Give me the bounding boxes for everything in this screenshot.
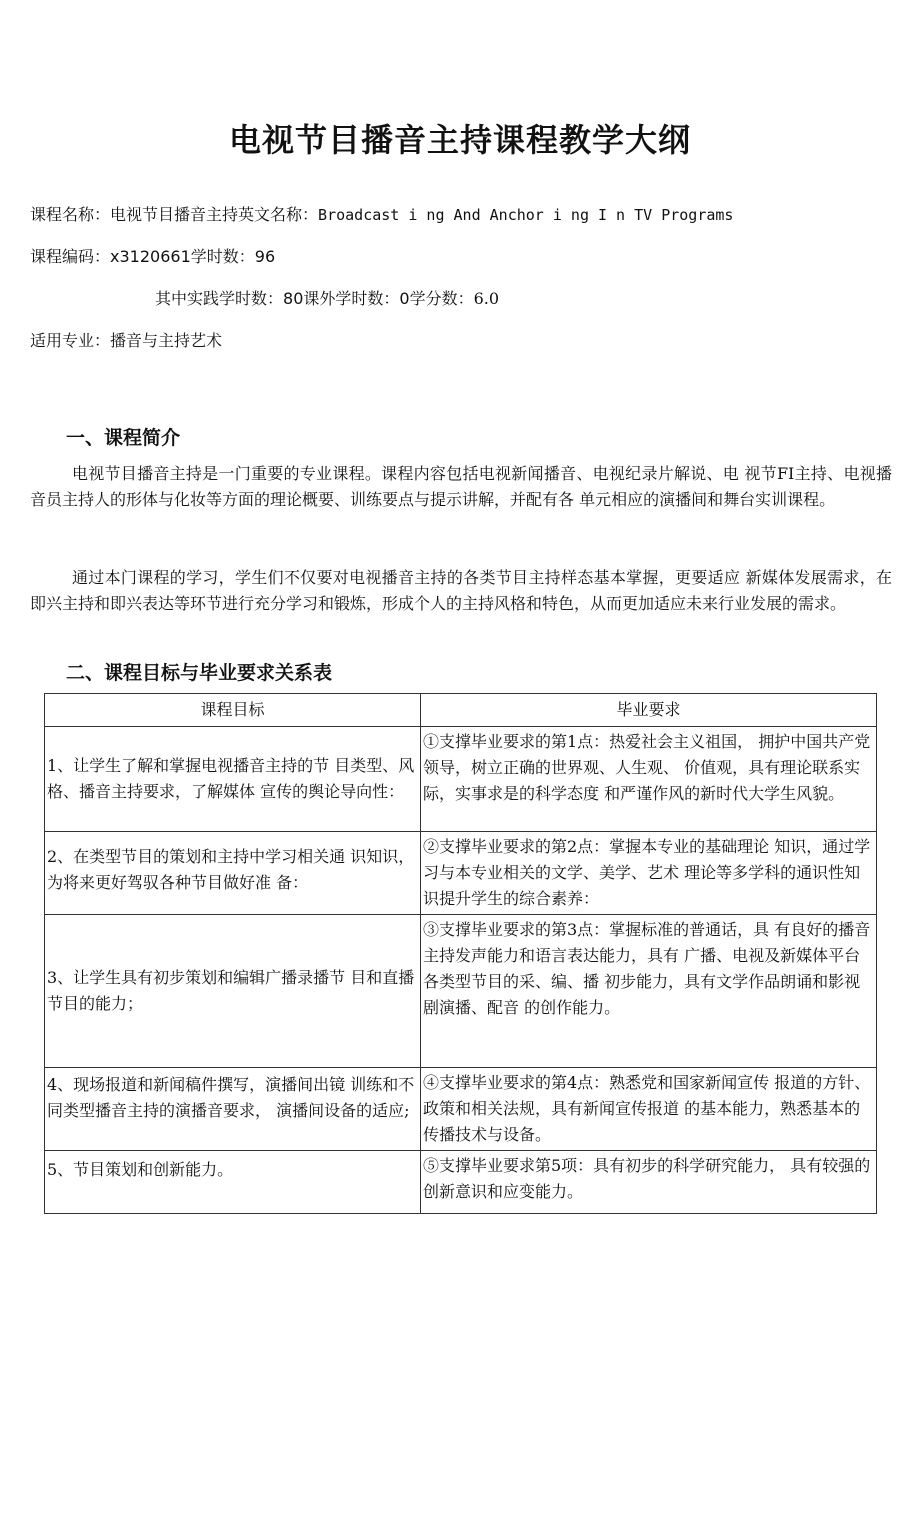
- section-heading-objectives: 二、课程目标与毕业要求关系表: [66, 662, 333, 684]
- course-code-line: [30, 244, 275, 267]
- english-name-value: Broadcast i ng And Anchor i ng I n TV Programs: [318, 206, 734, 224]
- goal-cell: 3、让学生具有初步策划和编辑广播录播节 目和直播节目的能力；: [45, 915, 421, 1068]
- document-title: 电视节目播音主持课程教学大纲: [228, 121, 691, 159]
- course-name-line: [30, 202, 733, 225]
- extra-hours-label: 课外学时数：: [303, 289, 400, 308]
- hours-label: 学时数：: [190, 247, 255, 266]
- goal-cell: 1、让学生了解和掌握电视播音主持的节 目类型、风格、播音主持要求，了解媒体 宣传的舆论导向性：: [45, 727, 421, 832]
- table-row: [45, 1151, 877, 1214]
- english-name-label: 英文名称：: [238, 205, 319, 224]
- table-row: [45, 1068, 877, 1151]
- section-heading-intro: 一、课程简介: [66, 427, 181, 449]
- requirement-cell: ④支撑毕业要求的第4点：熟悉党和国家新闻宣传 报道的方针、政策和相关法规，具有新闻宣传报道 的基本能力，熟悉基本的传播技术与设备。: [421, 1068, 877, 1151]
- course-code-label: 课程编码：: [30, 247, 111, 266]
- course-code-value: x3120661: [110, 247, 191, 266]
- requirement-cell: ③支撑毕业要求的第3点：掌握标准的普通话，具 有良好的播音主持发声能力和语言表达能力，具有 广播、电视及新媒体平台各类型节目的采、编、播 初步能力，具有文学作品朗诵和影视剧演播、配音 的创作能力。: [421, 915, 877, 1068]
- table-header-row: [45, 694, 877, 727]
- requirement-cell: ②支撑毕业要求的第2点：掌握本专业的基础理论 知识，通过学习与本专业相关的文学、美学、艺术 理论等多学科的通识性知识提升学生的综合素养：: [421, 832, 877, 915]
- header-graduation-requirement: 毕业要求: [421, 694, 877, 727]
- practice-hours-label: 其中实践学时数：: [155, 289, 284, 308]
- intro-paragraph-1: 电视节目播音主持是一门重要的专业课程。课程内容包括电视新闻播音、电视纪录片解说、电 视节FI主持、电视播音员主持人的形体与化妆等方面的理论概要、训练要点与提示讲解，并配有各 单元相应的演播间和舞台实训课程。: [30, 464, 892, 509]
- credits-value: 6.0: [473, 289, 500, 308]
- goal-cell: 4、现场报道和新闻稿件撰写，演播间出镜 训练和不同类型播音主持的演播音要求， 演播间设备的适应;: [45, 1068, 421, 1151]
- major-label: 适用专业：: [30, 331, 111, 350]
- requirement-cell: ①支撑毕业要求的第1点：热爱社会主义祖国， 拥护中国共产党领导，树立正确的世界观、人生观、 价值观，具有理论联系实际，实事求是的科学态度 和严谨作风的新时代大学生风貌。: [421, 727, 877, 832]
- major-line: [30, 328, 222, 351]
- table-row: [45, 832, 877, 915]
- table-row: [45, 915, 877, 1068]
- course-name-value: 电视节目播音主持: [110, 205, 239, 224]
- goal-cell: 5、节目策划和创新能力。: [45, 1151, 421, 1214]
- intro-paragraph-2: 通过本门课程的学习，学生们不仅要对电视播音主持的各类节目主持样态基本掌握，更要适应 新媒体发展需求，在即兴主持和即兴表达等环节进行充分学习和锻炼，形成个人的主持风格和特色，从而更加适应未来行业发展的需求。: [30, 568, 892, 613]
- major-value: 播音与主持艺术: [110, 331, 223, 350]
- practice-hours-line: [155, 286, 499, 309]
- objectives-requirements-table: [44, 693, 877, 1214]
- goal-cell: 2、在类型节目的策划和主持中学习相关通 识知识，为将来更好驾驭各种节目做好准 备：: [45, 832, 421, 915]
- course-name-label: 课程名称：: [30, 205, 111, 224]
- hours-value: 96: [254, 247, 276, 266]
- practice-hours-value: 80: [283, 289, 304, 308]
- table-row: [45, 727, 877, 832]
- extra-hours-value: 0: [399, 289, 410, 308]
- requirement-cell: ⑤支撑毕业要求第5项：具有初步的科学研究能力， 具有较强的创新意识和应变能力。: [421, 1151, 877, 1214]
- header-course-goal: 课程目标: [45, 694, 421, 727]
- credits-label: 学分数：: [409, 289, 474, 308]
